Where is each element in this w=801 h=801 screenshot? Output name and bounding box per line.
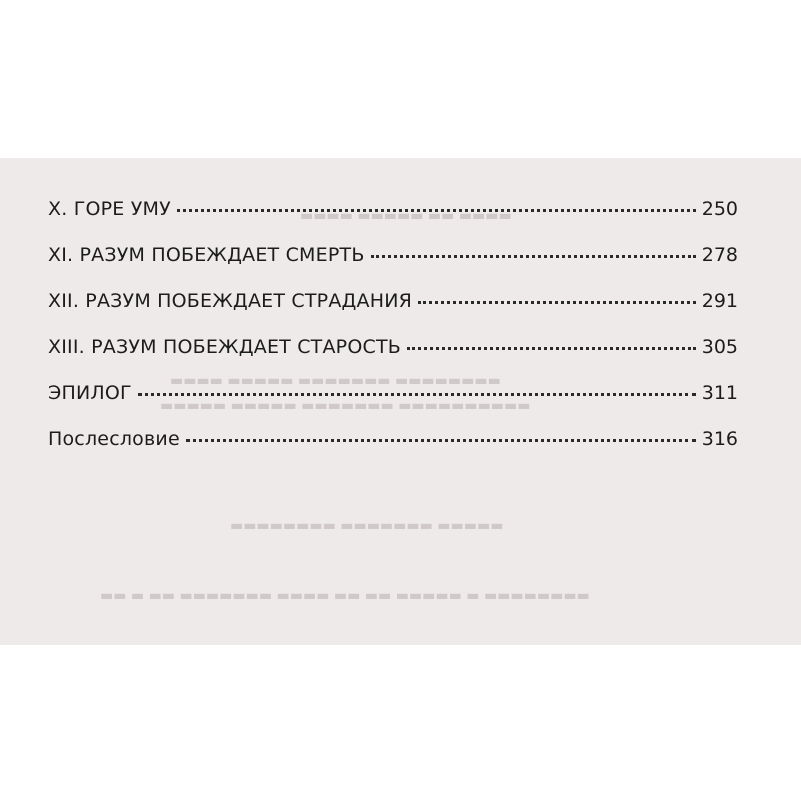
dot-leader [138, 392, 696, 396]
show-through-text: ▬▬▬▬▬▬▬▬ ▬ ▬▬▬▬▬ ▬▬ ▬▬ ▬▬▬▬ ▬▬▬▬▬▬▬ ▬▬ ▬ ▬▬ [100, 588, 590, 604]
toc-entry-title: Послесловие [48, 428, 180, 450]
toc-entry[interactable] [48, 336, 738, 361]
show-through-text: ▬▬▬▬▬▬▬▬ ▬▬▬▬▬▬▬ ▬▬▬▬▬ ▬▬▬▬ [170, 373, 501, 389]
table-of-contents [48, 198, 738, 474]
toc-entry-page: 311 [701, 382, 738, 404]
toc-entry-title: X. ГОРЕ УМУ [48, 198, 171, 220]
toc-entry-page: 250 [701, 198, 738, 220]
dot-leader [407, 346, 696, 350]
toc-entry-title: XII. РАЗУМ ПОБЕЖДАЕТ СТРАДАНИЯ [48, 290, 413, 312]
show-through-text: ▬▬▬▬▬ ▬▬▬▬▬▬▬ ▬▬▬▬▬▬▬▬ [230, 518, 504, 534]
dot-leader [186, 438, 696, 442]
toc-entry[interactable] [48, 244, 738, 269]
book-page [0, 158, 801, 645]
dot-leader [371, 254, 696, 258]
toc-entry[interactable] [48, 428, 738, 453]
toc-entry[interactable] [48, 198, 738, 223]
toc-entry-page: 278 [701, 244, 738, 266]
show-through-text: ▬▬▬▬▬▬▬▬▬▬ ▬▬▬▬▬▬▬ ▬▬▬▬▬ ▬▬▬▬▬ [160, 398, 531, 414]
toc-entry-title: XIII. РАЗУМ ПОБЕЖДАЕТ СТАРОСТЬ [48, 336, 401, 358]
toc-entry[interactable] [48, 382, 738, 407]
toc-entry[interactable] [48, 290, 738, 315]
toc-entry-page: 316 [701, 428, 738, 450]
show-through-text: ▬▬▬▬ ▬▬ ▬▬▬▬▬ ▬▬▬▬ [300, 208, 512, 224]
dot-leader [418, 300, 696, 304]
dot-leader [177, 208, 696, 212]
toc-entry-page: 291 [701, 290, 738, 312]
toc-entry-page: 305 [701, 336, 738, 358]
toc-entry-title: XI. РАЗУМ ПОБЕЖДАЕТ СМЕРТЬ [48, 244, 365, 266]
toc-entry-title: ЭПИЛОГ [48, 382, 132, 404]
